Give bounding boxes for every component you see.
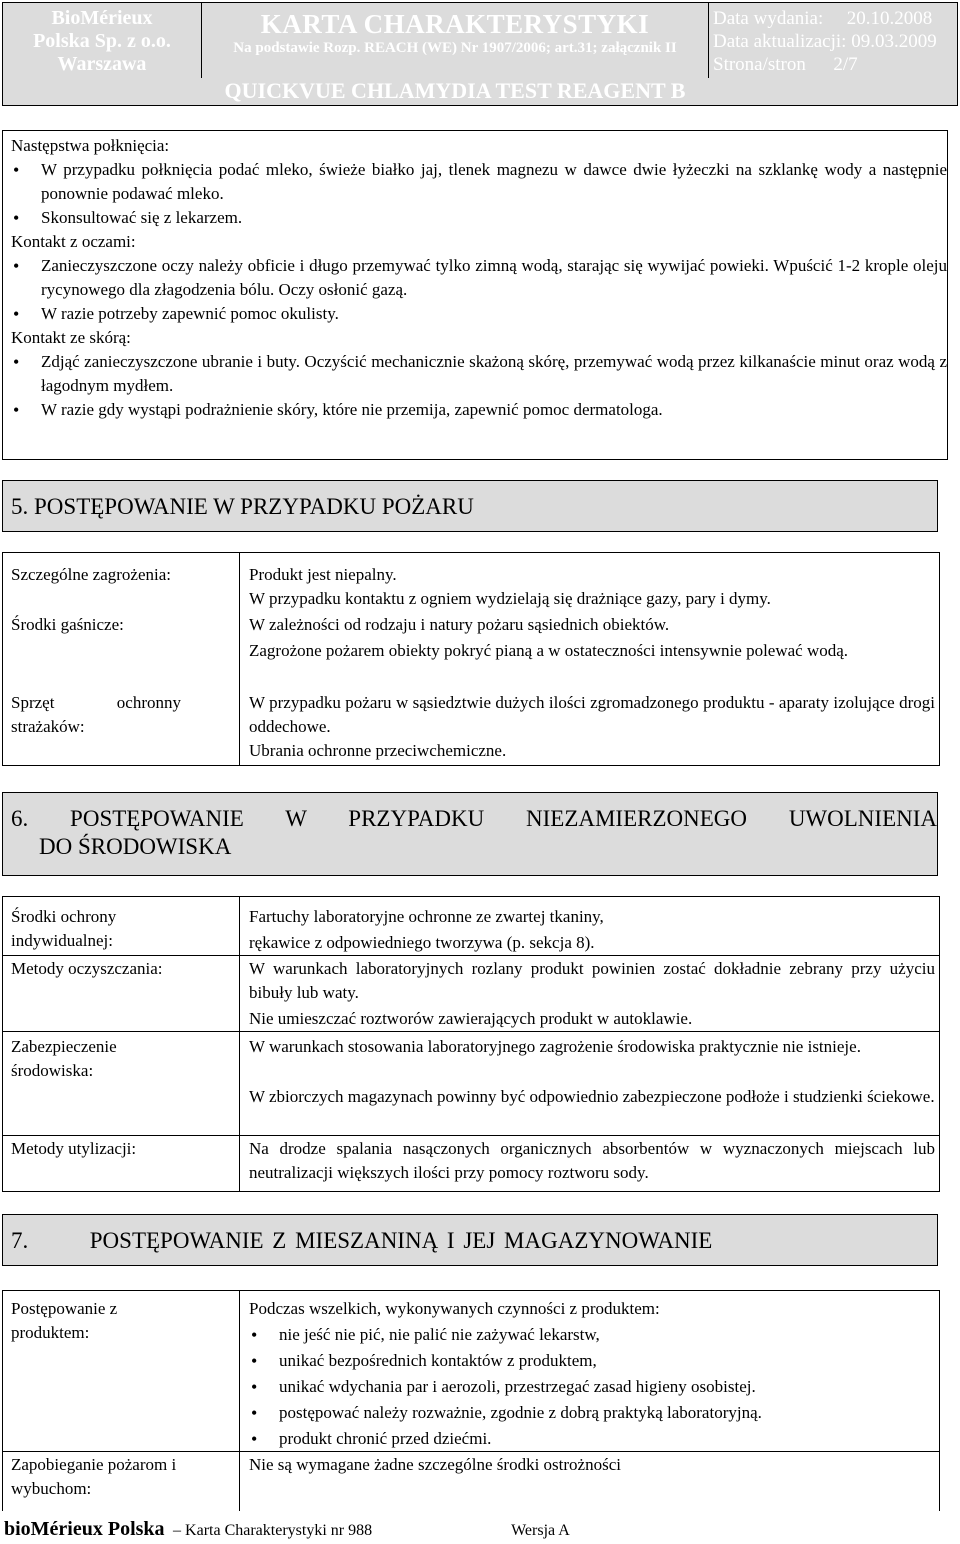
row-value: Zagrożone pożarem obiekty pokryć pianą a w ostateczności intensywnie polewać wodą. [249,641,849,660]
page-label: Strona/stron [713,54,806,75]
update-date: 09.03.2009 [851,31,937,52]
row-value: Nie są wymagane żadne szczególne środki ostrożności [249,1455,621,1474]
section-7-table [2,1290,940,1511]
row-value: W zbiorczych magazynach powinny być odpowiednio zabezpieczone podłoże i studzienki ściekowe. [249,1087,935,1106]
list-item: • W przypadku połknięcia podać mleko, świeże białko jaj, tlenek magnezu w dawce dwie łyżeczki na szklankę wody a następnie ponownie podawać mleko. [11,158,947,206]
list-item: • Skonsultować się z lekarzem. [11,206,947,230]
first-aid-box [2,130,948,460]
company-block [3,3,202,79]
row-value: Produkt jest niepalny. [249,565,397,584]
issue-date: 20.10.2008 [846,8,933,29]
row-value: W warunkach stosowania laboratoryjnego zagrożenie środowiska praktycznie nie istnieje. [249,1037,861,1056]
section-5-title: 5. POSTĘPOWANIE W PRZYPADKU POŻARU [2,480,938,532]
issue-label: Data wydania: [713,8,824,29]
update-label: Data aktualizacji: [713,31,847,52]
row-label: Środki gaśnicze: [11,615,124,634]
row-value: W przypadku pożaru w sąsiedztwie dużych ilości zgromadzonego produktu - aparaty izolujące drogi oddechowe. [249,693,935,736]
row-value: Podczas wszelkich, wykonywanych czynności z produktem: [249,1299,660,1318]
company-name: BioMérieux [51,7,153,29]
row-label: Metody utylizacji: [11,1139,137,1158]
list-item: • W razie gdy wystąpi podrażnienie skóry, które nie przemija, zapewnić pomoc dermatologa. [11,398,947,422]
list-item: • Zdjąć zanieczyszczone ubranie i buty. Oczyścić mechanicznie skażoną skórę, przemywać wodą przez kilkanaście minut oraz wodą z łagodnym mydłem. [11,350,947,398]
section-6-title-line1: 6. POSTĘPOWANIE W PRZYPADKU NIEZAMIERZONEGO UWOLNIENIA [11,806,937,831]
document-header [2,2,958,104]
list-item: • W razie potrzeby zapewnić pomoc okulisty. [11,302,947,326]
row-value: Nie umieszczać roztworów zawierających produkt w autoklawie. [249,1009,693,1028]
row-value: Fartuchy laboratoryjne ochronne ze zwartej tkaniny, [249,907,604,926]
meta-block [709,3,957,79]
list-item: • produkt chronić przed dziećmi. [249,1427,909,1451]
label-line-1: Sprzęt ochronny [11,693,181,712]
company-city: Warszawa [57,53,147,75]
row-value: Ubrania ochronne przeciwchemiczne. [249,741,507,760]
row-label [11,691,181,739]
list-item: • unikać bezpośrednich kontaktów z produktem, [249,1349,909,1373]
footer-doc: Karta Charakterystyki nr 988 [185,1522,373,1539]
section-6-table [2,896,940,1192]
doc-title: KARTA CHARAKTERYSTYKI [260,9,650,39]
section-7-number: 7. [11,1228,29,1253]
row-label: Zapobieganie pożarom i wybuchom: [11,1455,177,1498]
list-item: • Zanieczyszczone oczy należy obficie i długo przemywać tylko zimną wodą, starając się wywijać powieki. Wpuścić 1-2 krople oleju rycynowego dla złagodzenia bólu. Oczy osłonić gazą. [11,254,947,302]
issue-date-row [709,7,957,30]
row-label: Szczególne zagrożenia: [11,565,171,584]
title-block [202,3,709,79]
row-value: W przypadku kontaktu z ogniem wydzielają się drażniące gazy, pary i dymy. [249,589,771,608]
row-value: W zależności od rodzaju i natury pożaru sąsiednich obiektów. [249,615,670,634]
handling-list [249,1323,909,1451]
row-label: Postępowanie z produktem: [11,1299,118,1342]
eyes-title: Kontakt z oczami: [11,232,136,251]
row-value: Na drodze spalania nasączonych organicznych absorbentów w wyznaczonych miejscach lub neutralizacji większych ilości przy pomocy roztworu sody. [249,1139,935,1182]
footer-version: Wersja A [511,1522,570,1539]
row-label: Środki ochrony indywidualnej: [11,907,117,950]
page-row [709,53,957,76]
list-item: • nie jeść nie pić, nie palić nie zażywać lekarstw, [249,1323,909,1347]
row-label: Zabezpieczenie środowiska: [11,1037,117,1080]
list-item: • unikać wdychania par i aerozoli, przestrzegać zasad higieny osobistej. [249,1375,909,1399]
update-date-row [709,30,957,53]
row-label: Metody oczyszczania: [11,959,163,978]
row-value: W warunkach laboratoryjnych rozlany produkt powinien zostać dokładnie zebrany przy użyciu bibuły lub waty. [249,959,935,1002]
label-line-2: strażaków: [11,717,85,736]
footer-brand: bioMérieux Polska [4,1518,165,1540]
company-legal: Polska Sp. z o.o. [33,30,171,52]
section-6-title [2,792,938,876]
swallow-title: Następstwa połknięcia: [11,136,170,155]
product-name: QUICKVUE CHLAMYDIA TEST REAGENT B [224,78,686,103]
section-5-table [2,552,940,766]
section-7-text: POSTĘPOWANIE Z MIESZANINĄ I JEJ MAGAZYNOWANIE [89,1228,713,1253]
doc-subtitle: Na podstawie Rozp. REACH (WE) Nr 1907/2006; art.31; załącznik II [233,40,677,56]
section-7-title [2,1214,938,1266]
header-top-band [2,2,958,80]
list-item: • postępować należy rozważnie, zgodnie z dobrą praktyką laboratoryjną. [249,1401,909,1425]
page-value: 2/7 [833,54,858,75]
page-footer: bioMérieux Polska – Karta Charakterystyki nr 988 Wersja A [4,1518,570,1540]
row-value: rękawice z odpowiedniego tworzywa (p. sekcja 8). [249,933,595,952]
header-product-band [2,78,958,106]
skin-title: Kontakt ze skórą: [11,328,131,347]
section-6-title-line2: DO ŚRODOWISKA [39,834,232,859]
